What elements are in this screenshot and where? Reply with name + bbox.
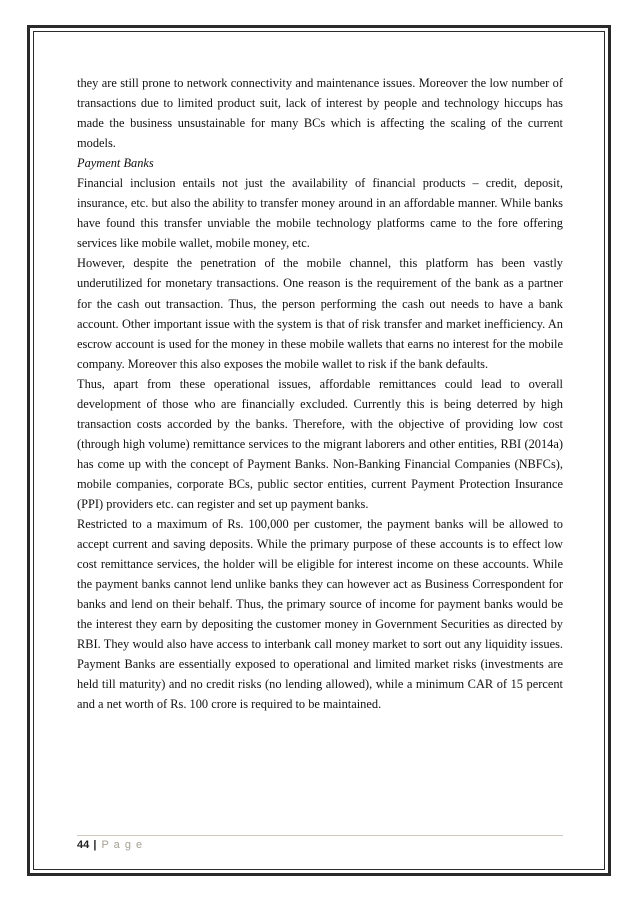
page-footer (77, 839, 143, 851)
page-number: 44 (77, 839, 90, 851)
footer-separator: | (93, 839, 98, 851)
document-body (77, 73, 563, 715)
paragraph-remittances: Thus, apart from these operational issues, affordable remittances could lead to overall development of those who are financially excluded. Currently this is being deterred by high transaction costs accorded by the banks. Therefore, with the objective of providing low cost (through high volume) remittance services to the migrant laborers and other entities, RBI (2014a) has come up with the concept of Payment Banks. Non-Banking Financial Companies (NBFCs), mobile companies, corporate BCs, public sector entities, current Payment Protection Insurance (PPI) providers etc. can register and set up payment banks. (77, 376, 563, 511)
footer-divider (77, 835, 563, 836)
page-label: P a g e (101, 839, 144, 851)
section-heading-payment-banks: Payment Banks (77, 156, 154, 171)
paragraph-mobile-channel: However, despite the penetration of the mobile channel, this platform has been vastly underutilized for monetary transactions. One reason is the requirement of the bank as a partner for the cash out transaction. Thus, the person performing the cash out needs to have a bank account. Other important issue with the system is that of risk transfer and market inefficiency. An escrow account is used for the money in these mobile wallets that earns no interest for the mobile company. Moreover this also exposes the mobile wallet to risk if the bank defaults. (77, 256, 563, 371)
paragraph-financial-inclusion: Financial inclusion entails not just the availability of financial products – credit, deposit, insurance, etc. but also the ability to transfer money around in an affordable manner. While banks have found this transfer unviable the mobile technology platforms came to the fore offering services like mobile wallet, mobile money, etc. (77, 176, 563, 251)
paragraph-intro: they are still prone to network connectivity and maintenance issues. Moreover the low number of transactions due to limited product suit, lack of interest by people and technology hiccups has made the business unsustainable for many BCs which is affecting the scaling of the current models. (77, 76, 563, 151)
paragraph-restrictions: Restricted to a maximum of Rs. 100,000 per customer, the payment banks will be allowed to accept current and saving deposits. While the primary purpose of these accounts is to effect low cost remittance services, the holder will be eligible for interest income on these accounts. While the payment banks cannot lend unlike banks they can however act as Business Correspondent for banks and lend on their behalf. Thus, the primary source of income for payment banks would be the interest they earn by depositing the customer money in Government Securities as directed by RBI. They would also have access to interbank call money market to sort out any liquidity issues. Payment Banks are essentially exposed to operational and limited market risks (investments are held till maturity) and no credit risks (no lending allowed), while a minimum CAR of 15 percent and a net worth of Rs. 100 crore is required to be maintained. (77, 517, 563, 712)
